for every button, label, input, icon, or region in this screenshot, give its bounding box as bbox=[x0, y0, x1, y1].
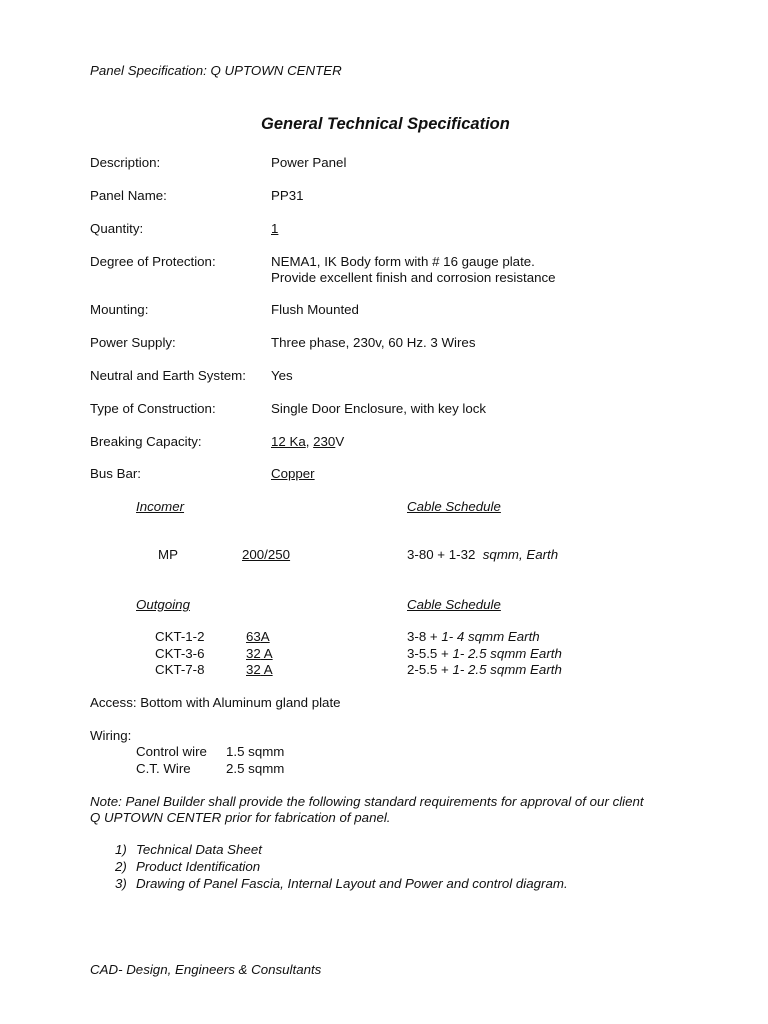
outgoing-circuit-cable bbox=[407, 629, 540, 645]
spec-value: Power Panel bbox=[271, 155, 347, 170]
rating-unit: A bbox=[260, 629, 270, 644]
outgoing-circuit-rating bbox=[246, 646, 273, 662]
spec-value-continued: Provide excellent finish and corrosion resistance bbox=[271, 270, 556, 285]
cable-spec: 1- 2.5 sqmm Earth bbox=[452, 646, 562, 661]
spec-value bbox=[271, 434, 344, 450]
note-line: Q UPTOWN CENTER prior for fabrication of panel. bbox=[90, 810, 391, 825]
access-line: Access: Bottom with Aluminum gland plate bbox=[90, 695, 341, 710]
spec-label: Degree of Protection: bbox=[90, 254, 216, 269]
incomer-cable-spec: sqmm, Earth bbox=[482, 547, 559, 562]
wiring-item-size: 2.5 sqmm bbox=[226, 761, 285, 776]
rating-value: 32 bbox=[246, 662, 261, 677]
incomer-name: MP bbox=[158, 547, 178, 562]
rating-value: 32 bbox=[246, 646, 261, 661]
outgoing-circuit-cable bbox=[407, 662, 562, 678]
requirement-text: Drawing of Panel Fascia, Internal Layout and Power and control diagram. bbox=[136, 876, 568, 891]
rating-unit: A bbox=[260, 662, 273, 677]
spec-label: Panel Name: bbox=[90, 188, 167, 203]
rating-value: 63 bbox=[246, 629, 261, 644]
requirement-number: 1) bbox=[115, 842, 127, 857]
requirement-number: 2) bbox=[115, 859, 127, 874]
outgoing-heading: Outgoing bbox=[136, 597, 190, 612]
spec-value: NEMA1, IK Body form with # 16 gauge plate. bbox=[271, 254, 535, 269]
wiring-item-name: Control wire bbox=[136, 744, 207, 759]
requirement-text: Product Identification bbox=[136, 859, 261, 874]
document-title: General Technical Specification bbox=[261, 115, 510, 133]
breaking-capacity-ka: 12 Ka bbox=[271, 434, 306, 449]
page-header: Panel Specification: Q UPTOWN CENTER bbox=[90, 63, 342, 78]
spec-label: Type of Construction: bbox=[90, 401, 216, 416]
incomer-cable-heading: Cable Schedule bbox=[407, 499, 501, 514]
spec-value: Three phase, 230v, 60 Hz. 3 Wires bbox=[271, 335, 476, 350]
incomer-heading: Incomer bbox=[136, 499, 185, 514]
requirement-number: 3) bbox=[115, 876, 127, 891]
spec-value: Copper bbox=[271, 466, 315, 481]
wiring-item-name: C.T. Wire bbox=[136, 761, 191, 776]
breaking-capacity-separator: , bbox=[305, 434, 314, 449]
breaking-capacity-voltage: 230 bbox=[313, 434, 336, 449]
cable-size: 2-5.5 + bbox=[407, 662, 453, 677]
spec-value: PP31 bbox=[271, 188, 304, 203]
rating-unit: A bbox=[260, 646, 273, 661]
spec-label: Description: bbox=[90, 155, 161, 170]
cable-size: 3-8 + bbox=[407, 629, 442, 644]
spec-label: Bus Bar: bbox=[90, 466, 141, 481]
breaking-capacity-unit: V bbox=[335, 434, 345, 449]
incomer-cable bbox=[407, 547, 558, 563]
spec-label: Breaking Capacity: bbox=[90, 434, 202, 449]
requirement-text: Technical Data Sheet bbox=[136, 842, 262, 857]
incomer-rating: 200/250 bbox=[242, 547, 291, 562]
spec-value: Yes bbox=[271, 368, 293, 383]
spec-label: Mounting: bbox=[90, 302, 149, 317]
spec-value: Flush Mounted bbox=[271, 302, 359, 317]
spec-label: Neutral and Earth System: bbox=[90, 368, 246, 383]
spec-label: Quantity: bbox=[90, 221, 144, 236]
outgoing-circuit-rating bbox=[246, 662, 273, 678]
outgoing-circuit-name: CKT-3-6 bbox=[155, 646, 205, 661]
outgoing-circuit-cable bbox=[407, 646, 562, 662]
outgoing-circuit-rating bbox=[246, 629, 270, 645]
wiring-item-size: 1.5 sqmm bbox=[226, 744, 285, 759]
outgoing-circuit-name: CKT-7-8 bbox=[155, 662, 205, 677]
note-line: Note: Panel Builder shall provide the following standard requirements for approval of our client bbox=[90, 794, 644, 809]
incomer-cable-size: 3-80 + 1-32 bbox=[407, 547, 476, 562]
spec-value: Single Door Enclosure, with key lock bbox=[271, 401, 487, 416]
spec-value: 1 bbox=[271, 221, 279, 236]
spec-label: Power Supply: bbox=[90, 335, 176, 350]
page-footer: CAD- Design, Engineers & Consultants bbox=[90, 962, 322, 977]
cable-spec: 1- 2.5 sqmm Earth bbox=[452, 662, 562, 677]
cable-spec: 1- 4 sqmm Earth bbox=[441, 629, 540, 644]
cable-size: 3-5.5 + bbox=[407, 646, 453, 661]
wiring-label: Wiring: bbox=[90, 728, 132, 743]
outgoing-circuit-name: CKT-1-2 bbox=[155, 629, 205, 644]
outgoing-cable-heading: Cable Schedule bbox=[407, 597, 501, 612]
